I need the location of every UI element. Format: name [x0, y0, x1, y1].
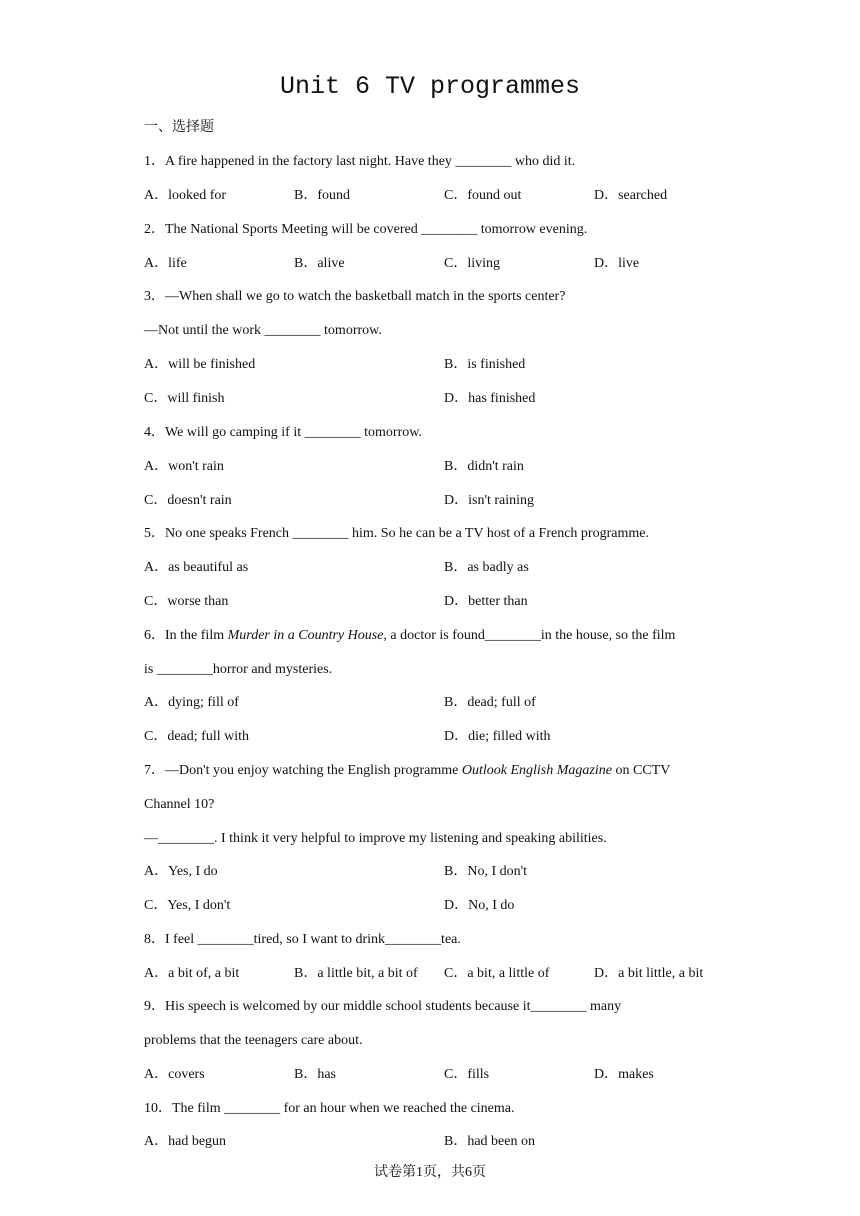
question-8-option-b[interactable]: B．a little bit, a bit of	[294, 966, 418, 981]
question-7-stem-line-3: —________. I think it very helpful to improve my listening and speaking abilities.	[144, 831, 607, 846]
question-7-stem-post: on CCTV	[611, 763, 671, 778]
question-7-option-d[interactable]: D．No, I do	[444, 898, 515, 913]
question-9-option-b[interactable]: B．has	[294, 1067, 336, 1082]
question-9-stem-line-2: problems that the teenagers care about.	[144, 1033, 363, 1048]
question-9-stem: 9．His speech is welcomed by our middle school students because it________ many	[144, 999, 622, 1014]
question-10-stem: 10．The film ________ for an hour when we reached the cinema.	[144, 1101, 515, 1116]
question-5-option-b[interactable]: B．as badly as	[444, 560, 529, 575]
question-7-option-b[interactable]: B．No, I don't	[444, 864, 528, 879]
page-footer: 试卷第1页，共6页	[374, 1165, 486, 1180]
question-3-option-c[interactable]: C．will finish	[144, 391, 225, 406]
question-5-option-d[interactable]: D．better than	[444, 594, 528, 609]
question-2-option-a[interactable]: A．life	[144, 256, 187, 271]
question-6-option-a[interactable]: A．dying; fill of	[144, 695, 239, 710]
question-8-option-a[interactable]: A．a bit of, a bit	[144, 966, 240, 981]
question-8-option-c[interactable]: C．a bit, a little of	[444, 966, 550, 981]
question-6-stem-pre: 6．In the film	[144, 628, 228, 643]
question-8-option-d[interactable]: D．a bit little, a bit	[594, 966, 704, 981]
question-5-stem: 5．No one speaks French ________ him. So he can be a TV host of a French programme.	[144, 526, 649, 541]
question-6-stem	[144, 627, 675, 645]
question-9-option-d[interactable]: D．makes	[594, 1067, 654, 1082]
section-heading: 一、选择题	[144, 120, 214, 135]
question-6-option-b[interactable]: B．dead; full of	[444, 695, 536, 710]
question-2-option-d[interactable]: D．live	[594, 256, 640, 271]
question-8-stem: 8．I feel ________tired, so I want to drink________tea.	[144, 932, 461, 947]
question-2-option-c[interactable]: C．living	[444, 256, 501, 271]
film-title-italic: Murder in a Country House	[227, 628, 384, 643]
question-7-stem-pre: 7．—Don't you enjoy watching the English programme	[144, 763, 462, 778]
question-7-stem	[144, 762, 670, 780]
question-9-option-a[interactable]: A．covers	[144, 1067, 205, 1082]
question-1-option-a[interactable]: A．looked for	[144, 188, 227, 203]
question-4-stem: 4．We will go camping if it ________ tomorrow.	[144, 425, 422, 440]
question-10-option-b[interactable]: B．had been on	[444, 1134, 535, 1149]
question-7-option-a[interactable]: A．Yes, I do	[144, 864, 218, 879]
question-10-option-a[interactable]: A．had begun	[144, 1134, 227, 1149]
question-4-option-b[interactable]: B．didn't rain	[444, 459, 524, 474]
question-2-option-b[interactable]: B．alive	[294, 256, 345, 271]
question-2-stem: 2．The National Sports Meeting will be covered ________ tomorrow evening.	[144, 222, 588, 237]
question-6-stem-line-2: is ________horror and mysteries.	[144, 662, 333, 677]
question-3-option-a[interactable]: A．will be finished	[144, 357, 256, 372]
question-3-option-b[interactable]: B．is finished	[444, 357, 526, 372]
question-7-option-c[interactable]: C．Yes, I don't	[144, 898, 231, 913]
question-7-stem-line-2: Channel 10?	[144, 797, 215, 812]
question-1-option-c[interactable]: C．found out	[444, 188, 522, 203]
question-5-option-c[interactable]: C．worse than	[144, 594, 229, 609]
question-1-option-b[interactable]: B．found	[294, 188, 350, 203]
question-6-option-d[interactable]: D．die; filled with	[444, 729, 551, 744]
question-1-option-d[interactable]: D．searched	[594, 188, 668, 203]
page-title: Unit 6 TV programmes	[279, 72, 581, 101]
question-4-option-a[interactable]: A．won't rain	[144, 459, 224, 474]
question-1-stem: 1．A fire happened in the factory last night. Have they ________ who did it.	[144, 154, 576, 169]
question-3-stem: 3．—When shall we go to watch the basketball match in the sports center?	[144, 289, 566, 304]
question-4-option-d[interactable]: D．isn't raining	[444, 493, 535, 508]
question-4-option-c[interactable]: C．doesn't rain	[144, 493, 232, 508]
question-3-option-d[interactable]: D．has finished	[444, 391, 536, 406]
question-3-stem-line-2: —Not until the work ________ tomorrow.	[144, 323, 382, 338]
programme-title-italic: Outlook English Magazine	[461, 763, 612, 778]
question-9-option-c[interactable]: C．fills	[444, 1067, 490, 1082]
question-6-stem-post: , a doctor is found________in the house, so the film	[383, 628, 676, 643]
question-6-option-c[interactable]: C．dead; full with	[144, 729, 249, 744]
question-5-option-a[interactable]: A．as beautiful as	[144, 560, 249, 575]
